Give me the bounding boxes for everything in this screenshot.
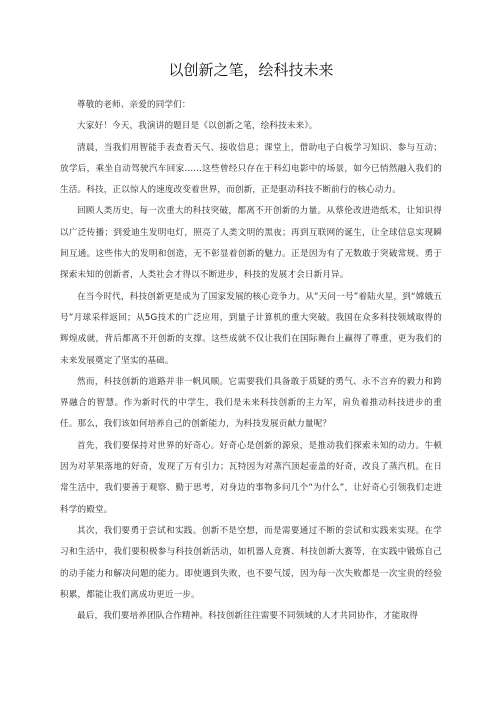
- paragraph-8: 最后，我们要培养团队合作精神。科技创新往往需要不同领域的人才共同协作，才能取得: [77, 611, 419, 622]
- paragraph-3: 回顾人类历史，每一次重大的科技突破，都离不开创新的力量。从蔡伦改进造纸术，让知识得以广泛传播；到爱迪生发明电灯，照亮了人类文明的黑夜；再到互联网的诞生，让全球信息实现瞬间互通。这些伟大的发明和创造，无不彰显着创新的魅力。正是因为有了无数敢于突破常规、勇于探索未知的创新者，人类社会才得以不断进步，科技的发展才会日新月异。: [60, 206, 442, 281]
- paragraph-5: 然而，科技创新的道路并非一帆风顺。它需要我们具备敢于质疑的勇气、永不言弃的毅力和跨界融合的智慧。作为新时代的中学生，我们是未来科技创新的主力军，肩负着推动科技进步的重任。那么，我们该如何培养自己的创新能力，为科技发展贡献力量呢？: [60, 376, 442, 430]
- paragraph-4: 在当今时代，科技创新更是成为了国家发展的核心竞争力。从“天问一号”着陆火星，到“嫦娥五号”月球采样返回；从5G技术的广泛应用，到量子计算机的重大突破。我国在众多科技领域取得的辉煌成就，背后都离不开创新的支撑。这些成就不仅让我们在国际舞台上赢得了尊重，更为我们的未来发展奠定了坚实的基础。: [60, 291, 442, 366]
- paragraph-1: 大家好！今天，我演讲的题目是《以创新之笔，绘科技未来》。: [77, 121, 318, 132]
- paragraph-7: 其次，我们要勇于尝试和实践。创新不是空想，而是需要通过不断的尝试和实践来实现。在学习和生活中，我们要积极参与科技创新活动，如机器人竞赛、科技创新大赛等，在实践中锻炼自己的动手能力和解决问题的能力。即使遇到失败，也不要气馁，因为每一次失败都是一次宝贵的经验积累，都能让我们离成功更近一步。: [60, 525, 442, 600]
- paragraph-6: 首先，我们要保持对世界的好奇心。好奇心是创新的源泉，是推动我们探索未知的动力。牛顿因为对苹果落地的好奇，发现了万有引力；瓦特因为对蒸汽顶起壶盖的好奇，改良了蒸汽机。在日常生活中，我们要善于观察、勤于思考，对身边的事物多问几个“为什么”，让好奇心引领我们走进科学的殿堂。: [60, 440, 442, 515]
- salutation: 尊敬的老师、亲爱的同学们：: [77, 100, 191, 110]
- paragraph-2: 清晨，当我们用智能手表查看天气、接收信息；课堂上，借助电子白板学习知识、参与互动；放学后，乘坐自动驾驶汽车回家……这些曾经只存在于科幻电影中的场景，如今已悄然融入我们的生活。科技，正以惊人的速度改变着世界，而创新，正是驱动科技不断前行的核心动力。: [60, 142, 442, 196]
- document-title: 以创新之笔，绘科技未来: [168, 61, 334, 79]
